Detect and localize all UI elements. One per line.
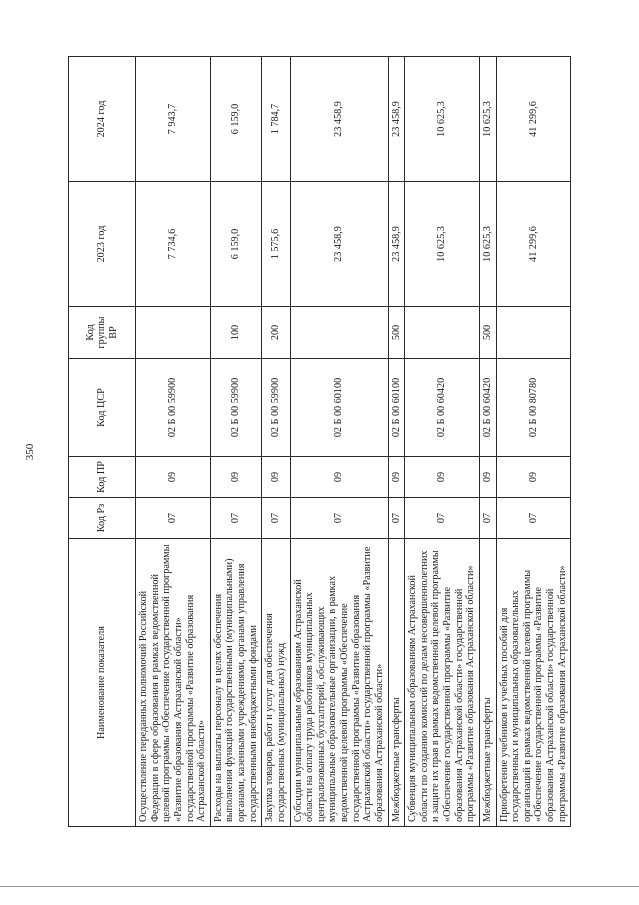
header-csr: Код ЦСР	[69, 359, 136, 457]
table-row	[136, 57, 211, 827]
cell-name: Расходы на выплаты персоналу в целях обеспечения выполнения функций государственными (муниципальными) органами, казенными учреждениями, органами управления государственными внебюджетными фондами	[210, 539, 262, 827]
cell-csr: 02 Б 00 60420	[405, 359, 480, 457]
cell-2023: 23 458,9	[388, 182, 405, 307]
cell-rz: 07	[210, 498, 262, 539]
cell-vr: 500	[479, 307, 496, 359]
cell-2023: 23 458,9	[290, 182, 388, 307]
cell-pr: 09	[210, 457, 262, 498]
header-vr: Код группы ВР	[69, 307, 136, 359]
cell-2023: 6 159,0	[210, 182, 262, 307]
cell-name: Осуществление переданных полномочий Российской Федерации в сфере образования в рамках ведомственной целевой программы «Обеспечение государственной программы «Развитие образования Астраханской области» государственной программы «Развитие образования Астраханской области»	[136, 539, 211, 827]
cell-name: Межбюджетные трансферты	[479, 539, 496, 827]
table-row	[479, 57, 496, 827]
cell-2024: 41 299,6	[496, 57, 571, 182]
header-name: Наименование показателя	[69, 539, 136, 827]
page-number: 350	[24, 443, 36, 461]
header-pr: Код ПР	[69, 457, 136, 498]
header-rz: Код Рз	[69, 498, 136, 539]
cell-pr: 09	[290, 457, 388, 498]
cell-rz: 07	[262, 498, 290, 539]
cell-csr: 02 Б 00 59900	[136, 359, 211, 457]
cell-vr	[405, 307, 480, 359]
cell-2024: 10 625,3	[479, 57, 496, 182]
cell-rz: 07	[136, 498, 211, 539]
cell-vr: 500	[388, 307, 405, 359]
cell-rz: 07	[388, 498, 405, 539]
cell-pr: 09	[136, 457, 211, 498]
cell-2024: 7 943,7	[136, 57, 211, 182]
cell-name: Субсидии муниципальным образованиям Астраханской области на оплату труда работников муниципальных централизованных бухгалтерий, обслуживающих муниципальные образовательные организации, в рамках ведомственной целевой программы «Обеспечение государственной программы «Развитие образования Астраханской области» государственной программы «Развитие образования Астраханской области»	[290, 539, 388, 827]
cell-2023: 10 625,3	[479, 182, 496, 307]
cell-csr: 02 Б 00 60100	[290, 359, 388, 457]
table-row	[496, 57, 571, 827]
cell-2023: 10 625,3	[405, 182, 480, 307]
cell-rz: 07	[479, 498, 496, 539]
cell-vr	[290, 307, 388, 359]
cell-2023: 1 575,6	[262, 182, 290, 307]
cell-2024: 23 458,9	[388, 57, 405, 182]
cell-rz: 07	[405, 498, 480, 539]
cell-2024: 6 159,0	[210, 57, 262, 182]
cell-pr: 09	[405, 457, 480, 498]
cell-pr: 09	[388, 457, 405, 498]
cell-name: Субвенция муниципальным образованиям Астраханской области по созданию комиссий по делам несовершеннолетних и защите их прав в рамках ведомственной целевой программы «Обеспечение государственной программы «Развитие образования Астраханской области» государственной программы «Развитие образования Астраханской области»	[405, 539, 480, 827]
cell-rz: 07	[290, 498, 388, 539]
header-row	[69, 57, 136, 827]
cell-name: Межбюджетные трансферты	[388, 539, 405, 827]
cell-2024: 10 625,3	[405, 57, 480, 182]
cell-2023: 41 299,6	[496, 182, 571, 307]
budget-table-rotated	[68, 57, 588, 827]
cell-pr: 09	[479, 457, 496, 498]
cell-2023: 7 734,6	[136, 182, 211, 307]
cell-rz: 07	[496, 498, 571, 539]
cell-2024: 1 784,7	[262, 57, 290, 182]
cell-2024: 23 458,9	[290, 57, 388, 182]
footer-divider	[0, 886, 639, 887]
cell-vr: 100	[210, 307, 262, 359]
cell-name: Закупка товаров, работ и услуг для обеспечения государственных (муниципальных) нужд	[262, 539, 290, 827]
cell-vr: 200	[262, 307, 290, 359]
cell-pr: 09	[496, 457, 571, 498]
header-2023: 2023 год	[69, 182, 136, 307]
table-row	[290, 57, 388, 827]
table-row	[405, 57, 480, 827]
cell-vr	[496, 307, 571, 359]
cell-csr: 02 Б 00 80780	[496, 359, 571, 457]
cell-name: Приобретение учебников и учебных пособий для государственных и муниципальных образовательных организаций в рамках ведомственной целевой программы «Обеспечение государственной программы «Развитие образования Астраханской области» государственной программы «Развитие образования Астраханской области»	[496, 539, 571, 827]
cell-pr: 09	[262, 457, 290, 498]
header-2024: 2024 год	[69, 57, 136, 182]
cell-csr: 02 Б 00 59900	[262, 359, 290, 457]
cell-csr: 02 Б 00 59900	[210, 359, 262, 457]
table-row	[388, 57, 405, 827]
table-row	[210, 57, 262, 827]
cell-csr: 02 Б 00 60100	[388, 359, 405, 457]
cell-csr: 02 Б 00 60420	[479, 359, 496, 457]
cell-vr	[136, 307, 211, 359]
budget-table	[68, 56, 571, 827]
table-row	[262, 57, 290, 827]
